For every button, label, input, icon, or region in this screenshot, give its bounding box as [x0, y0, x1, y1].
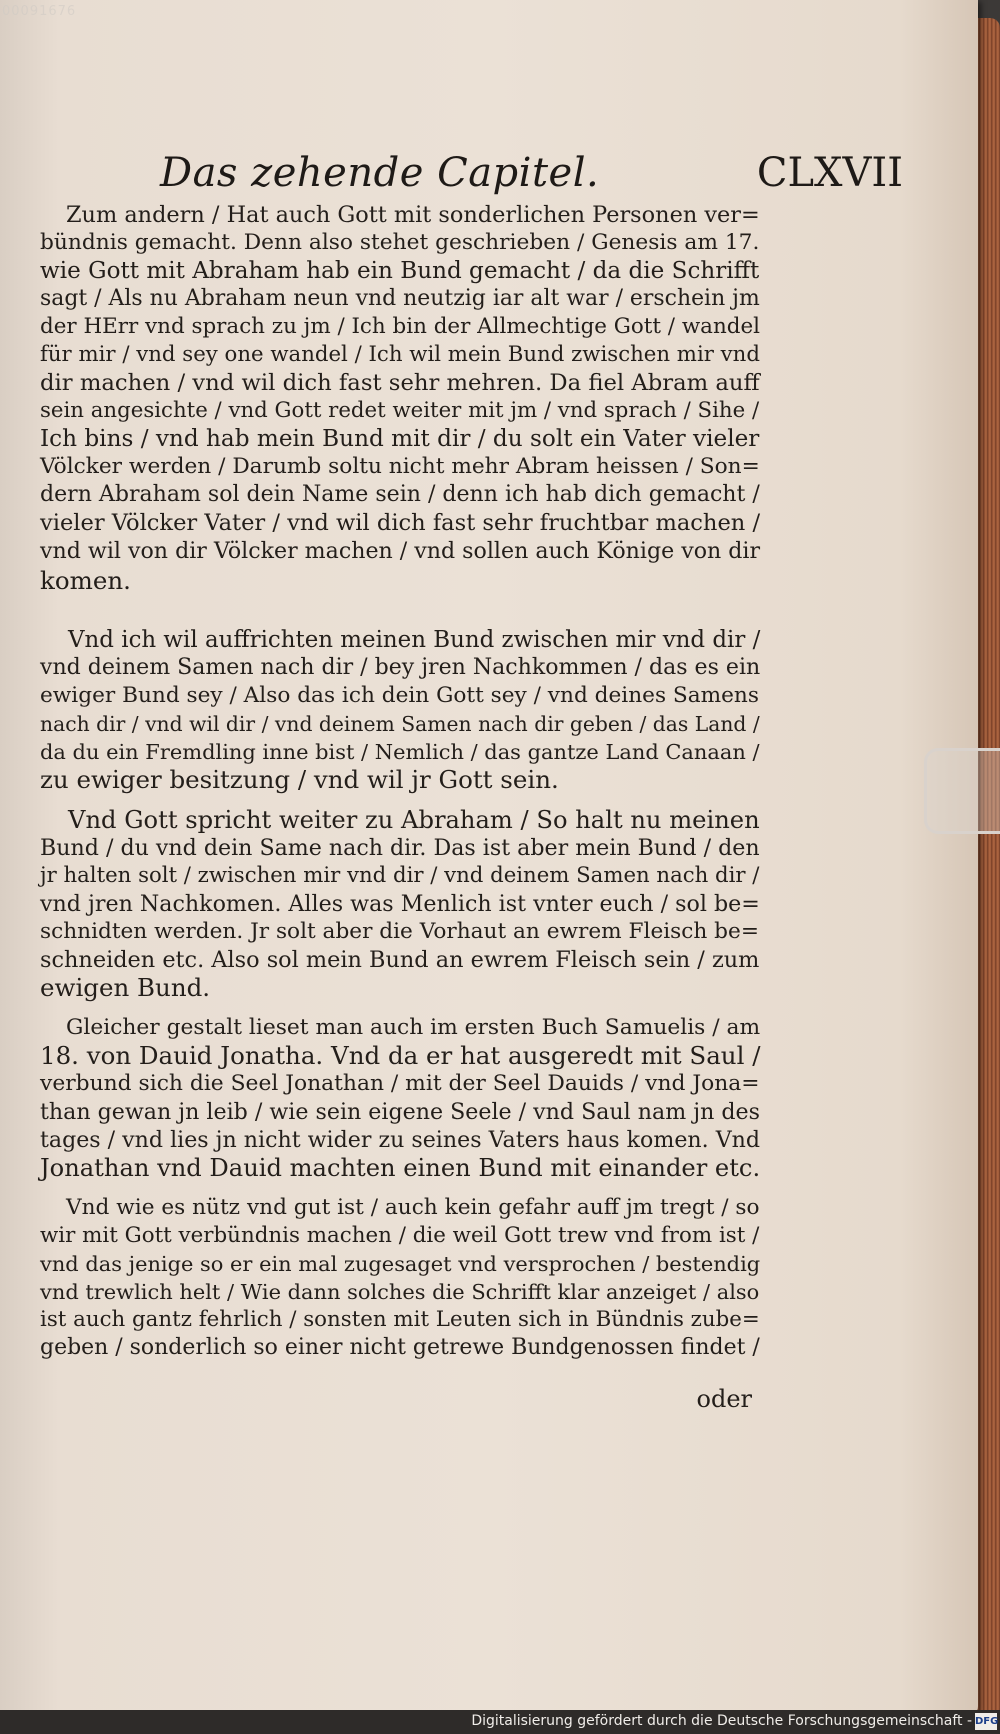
- text-line: bündnis gemacht. Denn also stehet geschrieben / Genesis am 17.: [40, 230, 760, 255]
- text-line: nach dir / vnd wil dir / vnd deinem Samen nach dir geben / das Land /: [40, 712, 760, 736]
- text-line: vnd trewlich helt / Wie dann solches die Schrifft klar anzeiget / also: [40, 1280, 760, 1304]
- text-line: der HErr vnd sprach zu jm / Ich bin der Allmechtige Gott / wandel: [40, 314, 760, 339]
- text-line: geben / sonderlich so einer nicht getrewe Bundgenossen findet /: [40, 1335, 760, 1360]
- text-line: dir machen / vnd wil dich fast sehr mehren. Da fiel Abram auff: [40, 370, 760, 396]
- text-line: vnd deinem Samen nach dir / bey jren Nachkommen / das es ein: [40, 655, 761, 680]
- text-line: vnd das jenige so er ein mal zugesaget vnd versprochen / bestendig: [40, 1252, 761, 1276]
- text-line: schneiden etc. Also sol mein Bund an ewrem Fleisch sein / zum: [40, 947, 760, 973]
- text-line: da du ein Fremdling inne bist / Nemlich / das gantze Land Canaan /: [40, 740, 760, 764]
- text-line: tages / vnd lies jn nicht wider zu seines Vaters haus komen. Vnd: [40, 1127, 761, 1153]
- text-line: Bund / du vnd dein Same nach dir. Das ist aber mein Bund / den: [40, 835, 760, 861]
- text-line: komen.: [40, 566, 131, 595]
- running-title: Das zehende Capitel.: [160, 150, 600, 196]
- text-line: ist auch gantz fehrlich / sonsten mit Leuten sich in Bündnis zube=: [40, 1307, 760, 1332]
- text-line: Vnd Gott spricht weiter zu Abraham / So halt nu meinen: [68, 806, 760, 834]
- folio-number: CLXVII: [756, 150, 903, 196]
- text-line: Zum andern / Hat auch Gott mit sonderlichen Personen ver=: [66, 202, 760, 228]
- text-line: Vnd wie es nütz vnd gut ist / auch kein gefahr auff jm tregt / so: [66, 1195, 760, 1220]
- footer-bar: [0, 1710, 1000, 1734]
- scan-identifier: 00091676: [2, 4, 77, 19]
- text-line: Gleicher gestalt lieset man auch im ersten Buch Samuelis / am: [66, 1015, 761, 1040]
- text-line: 18. von Dauid Jonatha. Vnd da er hat ausgeredt mit Saul /: [40, 1041, 761, 1070]
- text-line: für mir / vnd sey one wandel / Ich wil mein Bund zwischen mir vnd: [40, 342, 760, 367]
- text-line: Völcker werden / Darumb soltu nicht mehr Abram heissen / Son=: [40, 454, 760, 479]
- text-line: verbund sich die Seel Jonathan / mit der Seel Dauids / vnd Jona=: [40, 1071, 760, 1096]
- page-clasp-tab: [924, 748, 1000, 834]
- text-line: Ich bins / vnd hab mein Bund mit dir / du solt ein Vater vieler: [40, 426, 760, 452]
- text-line: jr halten solt / zwischen mir vnd dir / vnd deinem Samen nach dir /: [40, 863, 760, 888]
- text-line: wie Gott mit Abraham hab ein Bund gemacht / da die Schrifft: [40, 258, 760, 284]
- catchword: oder: [696, 1385, 752, 1413]
- text-line: Vnd ich wil auffrichten meinen Bund zwischen mir vnd dir /: [68, 627, 761, 653]
- text-line: zu ewiger besitzung / vnd wil jr Gott sein.: [40, 765, 559, 794]
- dfg-logo: DFG: [975, 1713, 997, 1730]
- text-line: ewiger Bund sey / Also das ich dein Gott sey / vnd deines Samens: [40, 683, 759, 708]
- text-line: sagt / Als nu Abraham neun vnd neutzig iar alt war / erschein jm: [40, 286, 760, 311]
- text-line: Jonathan vnd Dauid machten einen Bund mit einander etc.: [40, 1154, 761, 1182]
- text-line: vnd jren Nachkomen. Alles was Menlich ist vnter euch / sol be=: [40, 891, 760, 917]
- text-line: dern Abraham sol dein Name sein / denn ich hab dich gemacht /: [40, 482, 760, 507]
- text-line: sein angesichte / vnd Gott redet weiter mit jm / vnd sprach / Sihe /: [40, 398, 760, 423]
- footer-credit: Digitalisierung gefördert durch die Deutsche Forschungsgemeinschaft -: [471, 1713, 972, 1729]
- text-line: vnd wil von dir Völcker machen / vnd sollen auch Könige von dir: [40, 538, 761, 564]
- text-line: schnidten werden. Jr solt aber die Vorhaut an ewrem Fleisch be=: [40, 919, 759, 944]
- text-line: ewigen Bund.: [40, 973, 211, 1002]
- text-line: wir mit Gott verbündnis machen / die weil Gott trew vnd from ist /: [40, 1223, 760, 1248]
- text-line: vieler Völcker Vater / vnd wil dich fast sehr fruchtbar machen /: [40, 510, 761, 536]
- text-line: than gewan jn leib / wie sein eigene Seele / vnd Saul nam jn des: [40, 1099, 760, 1125]
